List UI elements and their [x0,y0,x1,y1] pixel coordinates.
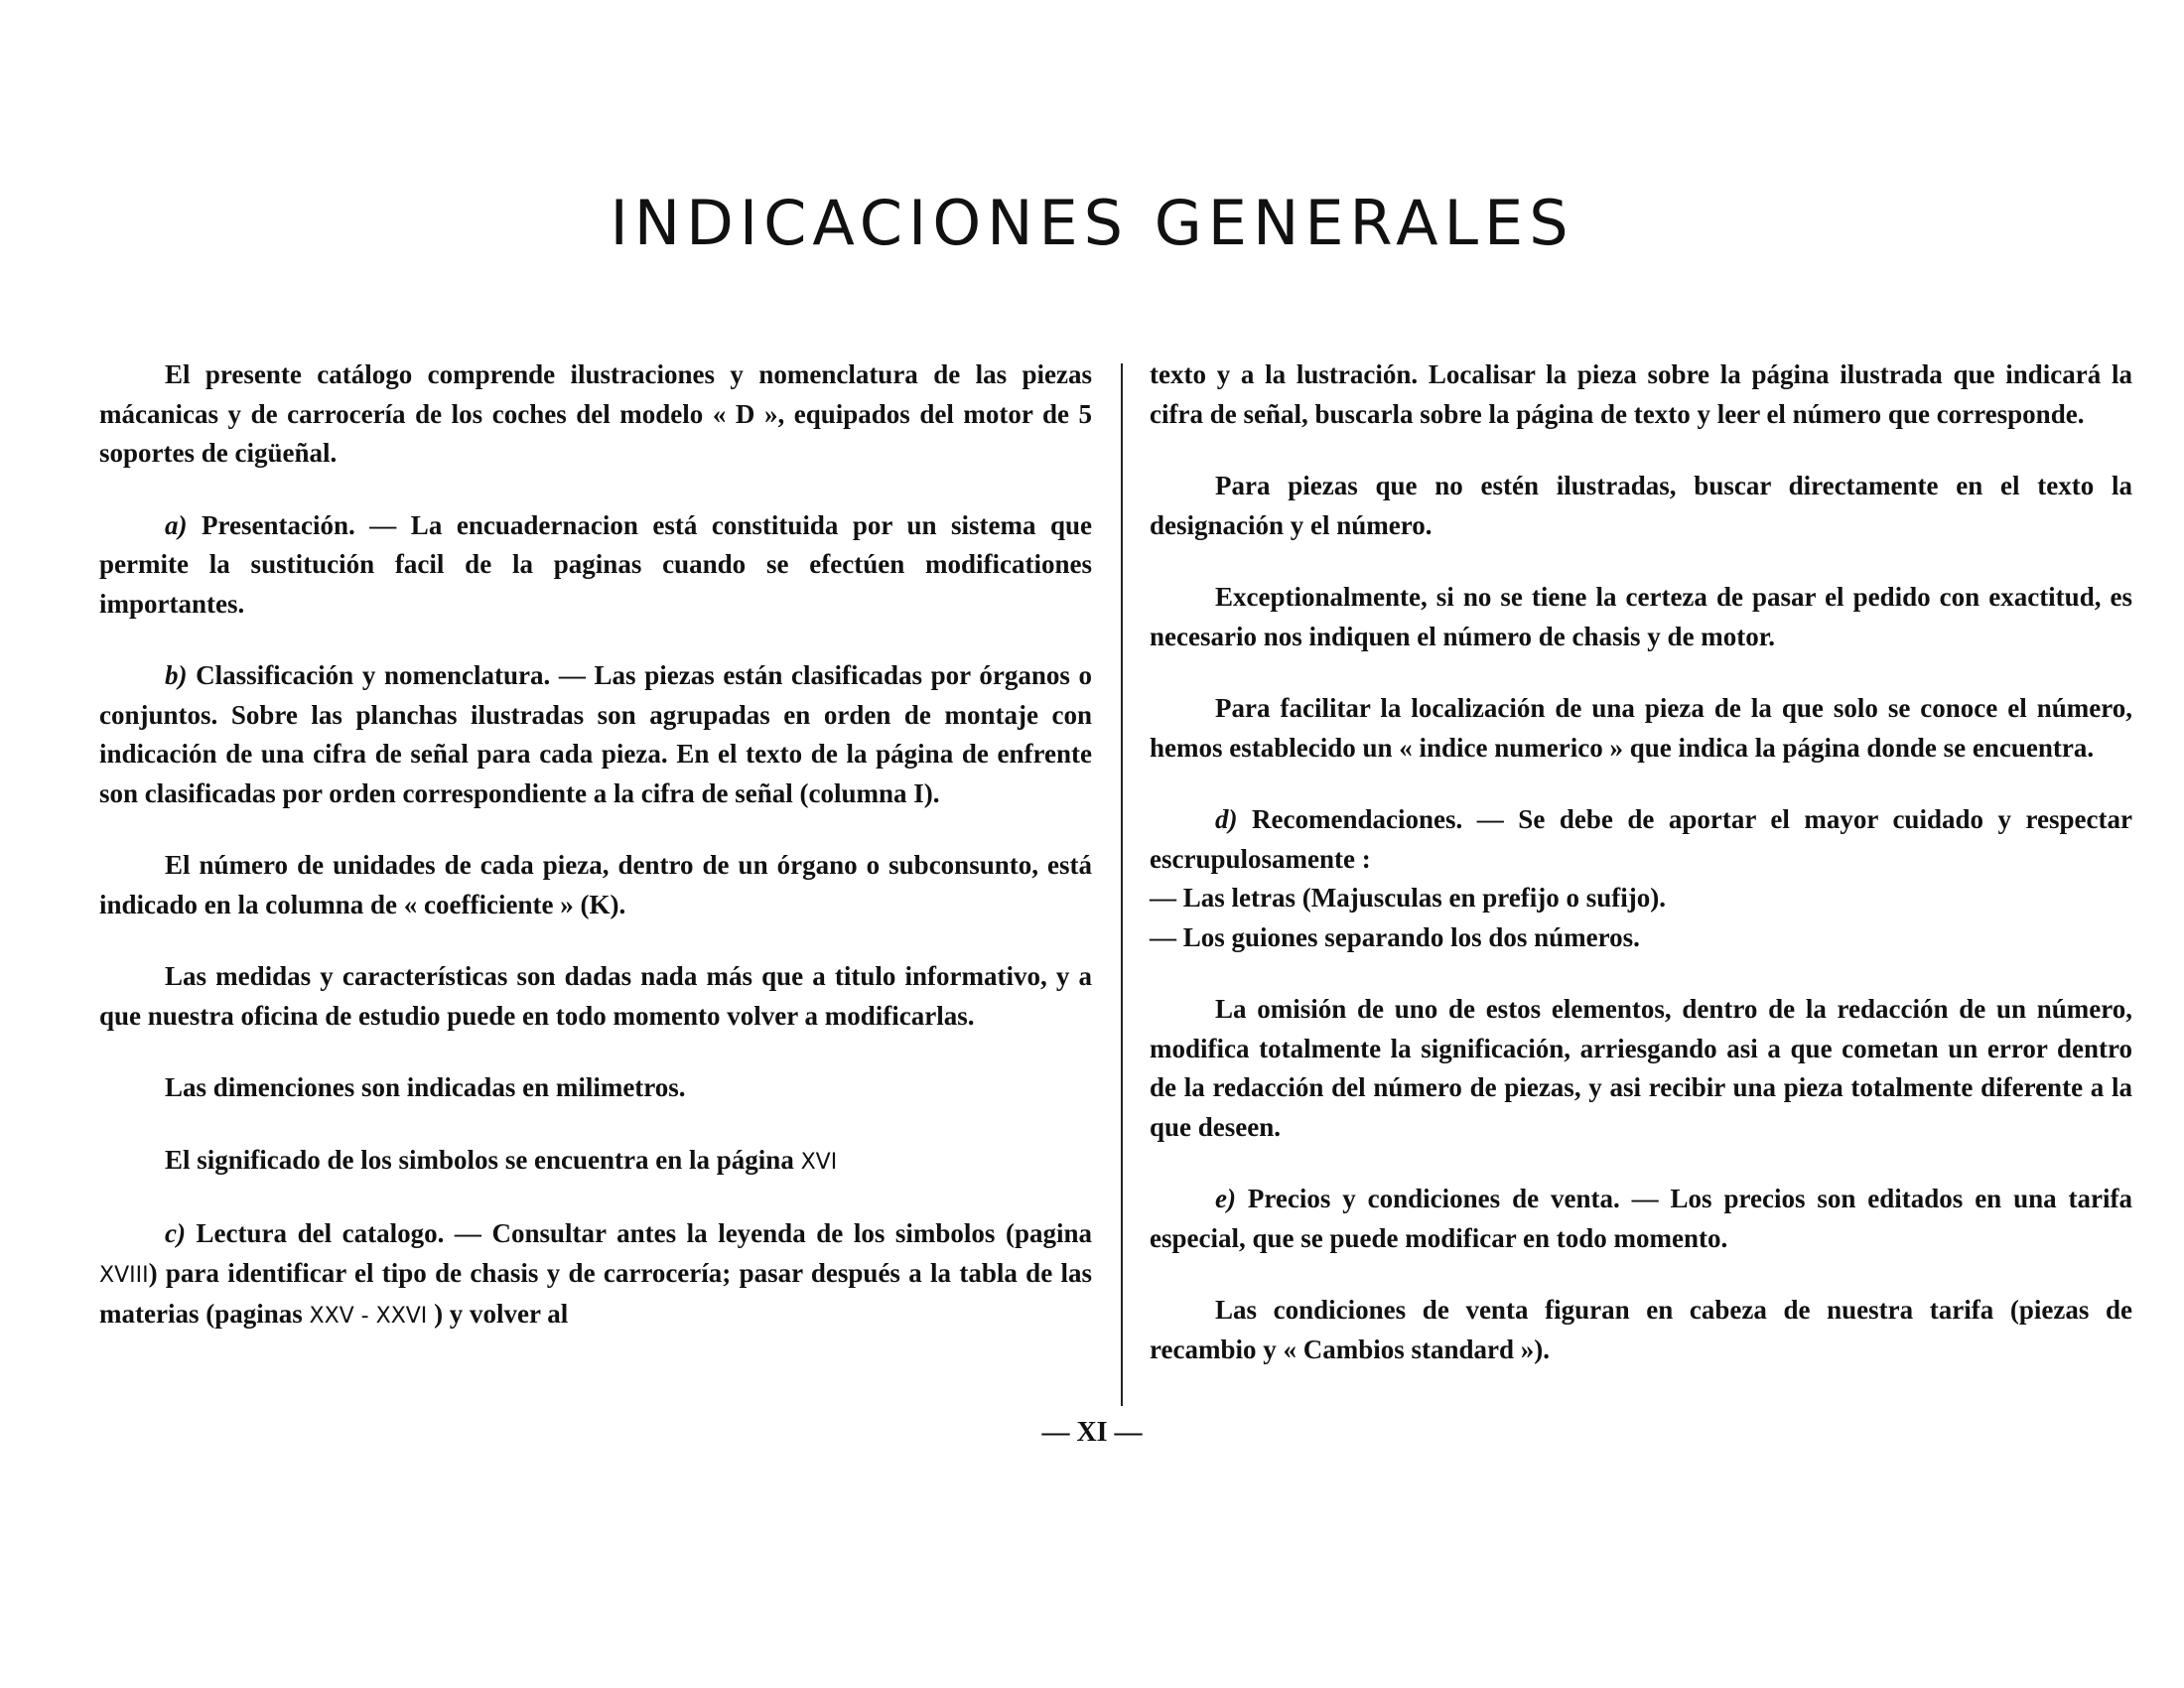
lectura-paragraph [99,1214,1092,1336]
section-heading-presentacion: Presentación. [202,509,355,540]
precios-paragraph [1150,1180,2132,1258]
recomendaciones-text: — Se debe de aportar el mayor cuidado y respectar escrupulosamente : [1150,804,2132,874]
lectura-continuation-paragraph: texto y a la lustración. Localisar la pieza sobre la página ilustrada que indicará la cifra de señal, buscarla sobre la página de texto y leer el número que corresponde. [1150,359,2132,429]
section-label-a: a) [165,509,188,540]
section-label-d: d) [1215,804,1238,834]
lectura-text-c: ) y volver al [427,1299,569,1329]
section-label-e: e) [1215,1184,1236,1213]
medidas-paragraph: Las medidas y características son dadas nada más que a titulo informativo, y a que nuestra oficina de estudio puede en todo momento volver a modificarlas. [99,961,1092,1031]
section-heading-precios: Precios y condiciones de venta. [1247,1184,1620,1213]
excepcional-paragraph: Exceptionalmente, si no se tiene la certeza de pasar el pedido con exactitud, es necesario nos indiquen el número de chasis y de motor. [1150,582,2132,651]
section-heading-clasificacion: Classificación y nomenclatura. [196,660,551,690]
simbolos-text: El significado de los simbolos se encuentra en la página [165,1144,801,1175]
lectura-page-ref-b: XXV - XXVI [309,1304,428,1329]
presentacion-text: — La encuadernacion está constituida por un sistema que permite la sustitución facil de la paginas cuando se efectúen modificationes importantes. [99,509,1093,619]
dash-list-item: — Las letras (Majusculas en prefijo o sufijo). [1150,883,1666,913]
unidades-paragraph: El número de unidades de cada pieza, dentro de un órgano o subconsunto, está indicado en la columna de « coefficiente » (K). [99,850,1092,919]
lectura-page-ref-a: XVIII [99,1262,149,1288]
page-number: — XI — [1041,1417,1143,1448]
recomendaciones-paragraph [1150,800,2132,879]
clasificacion-paragraph [99,656,1092,813]
right-column [1150,355,2132,1369]
simbolos-paragraph [99,1141,1092,1183]
intro-paragraph: El presente catálogo comprende ilustraciones y nomenclatura de las piezas mácanicas y de carrocería de los coches del modelo « D », equipados del motor de 5 soportes de cigüeñal. [99,359,1092,468]
dimenciones-paragraph: Las dimenciones son indicadas en milimetros. [165,1072,686,1102]
section-label-c: c) [165,1218,186,1248]
indice-numerico-paragraph: Para facilitar la localización de una pieza de la que solo se conoce el número, hemos establecido un « indice numerico » que indica la página donde se encuentra. [1150,693,2132,763]
lectura-text-b: ) para identificar el tipo de chasis y de carrocería; pasar después a la tabla de las materias (paginas [99,1257,1092,1329]
section-label-b: b) [165,660,188,690]
section-heading-lectura: Lectura del catalogo. [196,1218,445,1248]
omision-paragraph: La omisión de uno de estos elementos, dentro de la redacción de un número, modifica totalmente la significación, arriesgando asi a que cometan un error dentro de la redacción del número de piezas, y asi recibir una pieza totalmente diferente a la que deseen. [1150,994,2132,1142]
section-heading-recomendaciones: Recomendaciones. [1252,804,1463,834]
page-title: INDICACIONES GENERALES [610,187,1574,259]
piezas-no-ilustradas-paragraph: Para piezas que no estén ilustradas, buscar directamente en el texto la designación y el número. [1150,471,2132,540]
clasificacion-text: — Las piezas están clasificadas por órganos o conjuntos. Sobre las planchas ilustradas son agrupadas en orden de montaje con indicación de una cifra de señal para cada pieza. En el texto de la página de enfrente son clasificadas por orden correspondiente a la cifra de señal (columna I). [99,660,1093,808]
column-divider [1121,363,1123,1406]
simbolos-page-ref: XVI [800,1149,838,1175]
condiciones-paragraph: Las condiciones de venta figuran en cabeza de nuestra tarifa (piezas de recambio y « Cambios standard »). [1150,1295,2132,1364]
precios-text: — Los precios son editados en una tarifa especial, que se puede modificar en todo momento. [1150,1184,2133,1253]
dash-list-item: — Los guiones separando los dos números. [1150,921,1640,952]
lectura-text-a: — Consultar antes la leyenda de los simbolos (pagina [444,1218,1093,1248]
left-column [99,355,1092,1336]
presentacion-paragraph [99,506,1092,625]
